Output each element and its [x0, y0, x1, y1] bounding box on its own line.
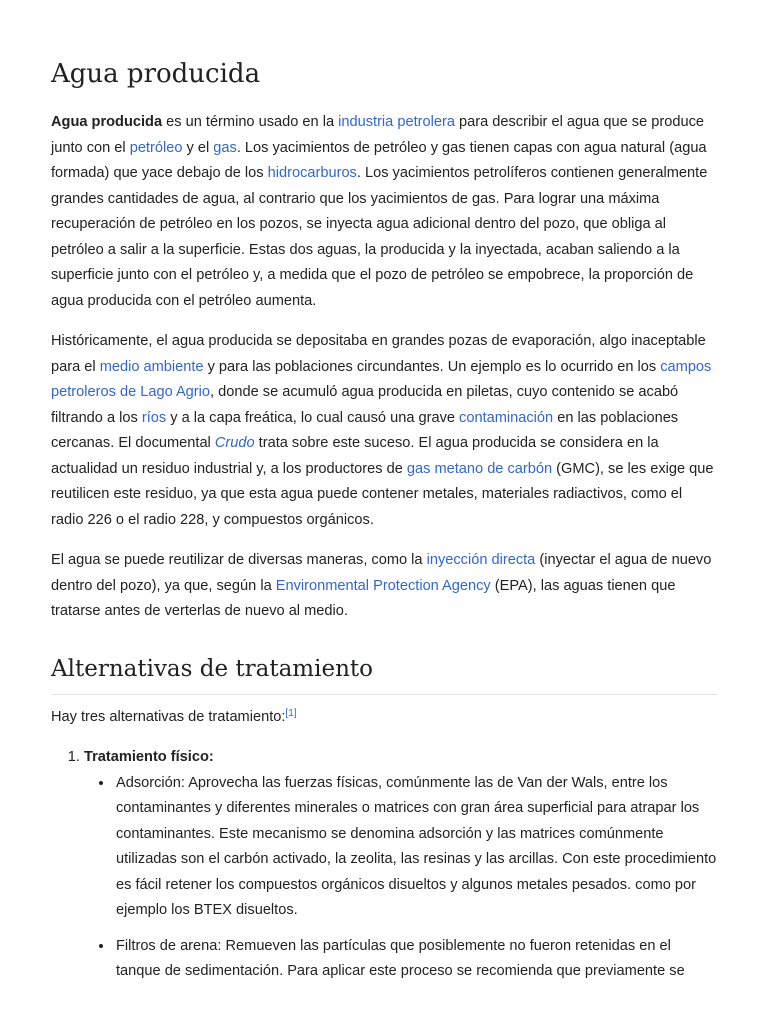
text: y a la capa freática, lo cual causó una grave — [166, 409, 460, 426]
list-item-label: Tratamiento físico: — [84, 749, 214, 765]
text: (EPA), las aguas tienen que tratarse antes de verterlas de nuevo al medio. — [51, 577, 676, 619]
text: y para las poblaciones circundantes. Un ejemplo es lo ocurrido en los — [203, 358, 661, 375]
link-hidrocarburos[interactable]: hidrocarburos — [267, 165, 357, 181]
text: trata sobre este suceso. El agua producida se considera en la actualidad un residuo industrial y, a los productores de — [51, 435, 659, 477]
term-bold: Agua producida — [51, 114, 163, 130]
paragraph-reuse — [51, 548, 718, 625]
link-medio-ambiente[interactable]: medio ambiente — [99, 358, 204, 375]
list-item — [84, 745, 718, 985]
paragraph-history — [51, 329, 718, 533]
text: para describir el agua que se produce junto con el — [51, 114, 705, 156]
text: , donde se acumuló agua producida en piletas, cuyo contenido se acabó filtrando a los — [51, 384, 679, 426]
text: Históricamente, el agua producida se depositaba en grandes pozas de evaporación, algo inaceptable para el — [51, 333, 706, 375]
treatment-list — [51, 745, 718, 985]
text: El agua se puede reutilizar de diversas maneras, como la — [51, 552, 427, 568]
link-epa[interactable]: Environmental Protection Agency — [275, 577, 491, 594]
link-lago-agrio[interactable]: campos petroleros de Lago Agrio — [51, 358, 712, 400]
text: . Los yacimientos de petróleo y gas tienen capas con agua natural (agua formada) que yace debajo de los — [51, 139, 707, 181]
list-item: • Adsorción: Aprovecha las fuerzas físicas, comúnmente las de Van der Wals, entre los contaminantes y diferentes minerales o matrices con gran área superficial para atrapar los contaminantes. Este mecanismo se denomina adsorción y las matrices comúnmente utilizadas son el carbón activado, la zeolita, las resinas y las arcillas. Con este procedimiento es fácil retener los compuestos orgánicos disueltos y algunos metales pesados. como por ejemplo los BTEX disueltos. — [114, 771, 718, 924]
link-industria-petrolera[interactable]: industria petrolera — [338, 114, 455, 130]
list-item: • Filtros de arena: Remueven las partículas que posiblemente no fueron retenidas en el tanque de sedimentación. Para aplicar este proceso se recomienda que previamente se — [114, 934, 718, 985]
reference-link[interactable]: [1] — [285, 707, 297, 719]
link-crudo-label: Crudo — [214, 435, 255, 451]
link-gas[interactable]: gas — [213, 139, 237, 156]
link-petroleo[interactable]: petróleo — [129, 139, 183, 156]
text: Hay tres alternativas de tratamiento: — [51, 708, 286, 725]
sub-list — [84, 771, 718, 985]
link-inyeccion-directa[interactable]: inyección directa — [426, 552, 536, 568]
paragraph-intro — [51, 110, 718, 314]
link-contaminacion[interactable]: contaminación — [459, 409, 554, 426]
reference — [285, 708, 296, 719]
link-gas-metano[interactable]: gas metano de carbón — [406, 460, 553, 477]
text: (inyectar el agua de nuevo dentro del pozo), ya que, según la — [51, 552, 712, 594]
section-heading-tratamiento: Alternativas de tratamiento — [51, 654, 718, 695]
text: . Los yacimientos petrolíferos contienen generalmente grandes cantidades de agua, al contrario que los yacimientos de gas. Para lograr una máxima recuperación de petróleo en los pozos, se inyecta agua adicional dentro del pozo, que obliga al petróleo a salir a la superficie. Estas dos aguas, la producida y la inyectada, acaban saliendo a la superficie junto con el petróleo y, a medida que el pozo de petróleo se empobrece, la proporción de agua producida con el petróleo aumenta. — [51, 165, 708, 309]
link-crudo[interactable] — [215, 435, 255, 451]
text: y el — [182, 139, 214, 156]
page-title: Agua producida — [51, 59, 261, 89]
paragraph-treatment-intro — [51, 705, 718, 731]
text: (GMC), se les exige que reutilicen este residuo, ya que esta agua puede contener metales, materiales radiactivos, como el radio 226 o el radio 228, y compuestos orgánicos. — [51, 460, 714, 528]
link-rios[interactable]: ríos — [141, 409, 167, 426]
text: es un término usado en la — [162, 114, 339, 130]
text: en las poblaciones cercanas. El documental — [51, 409, 679, 451]
